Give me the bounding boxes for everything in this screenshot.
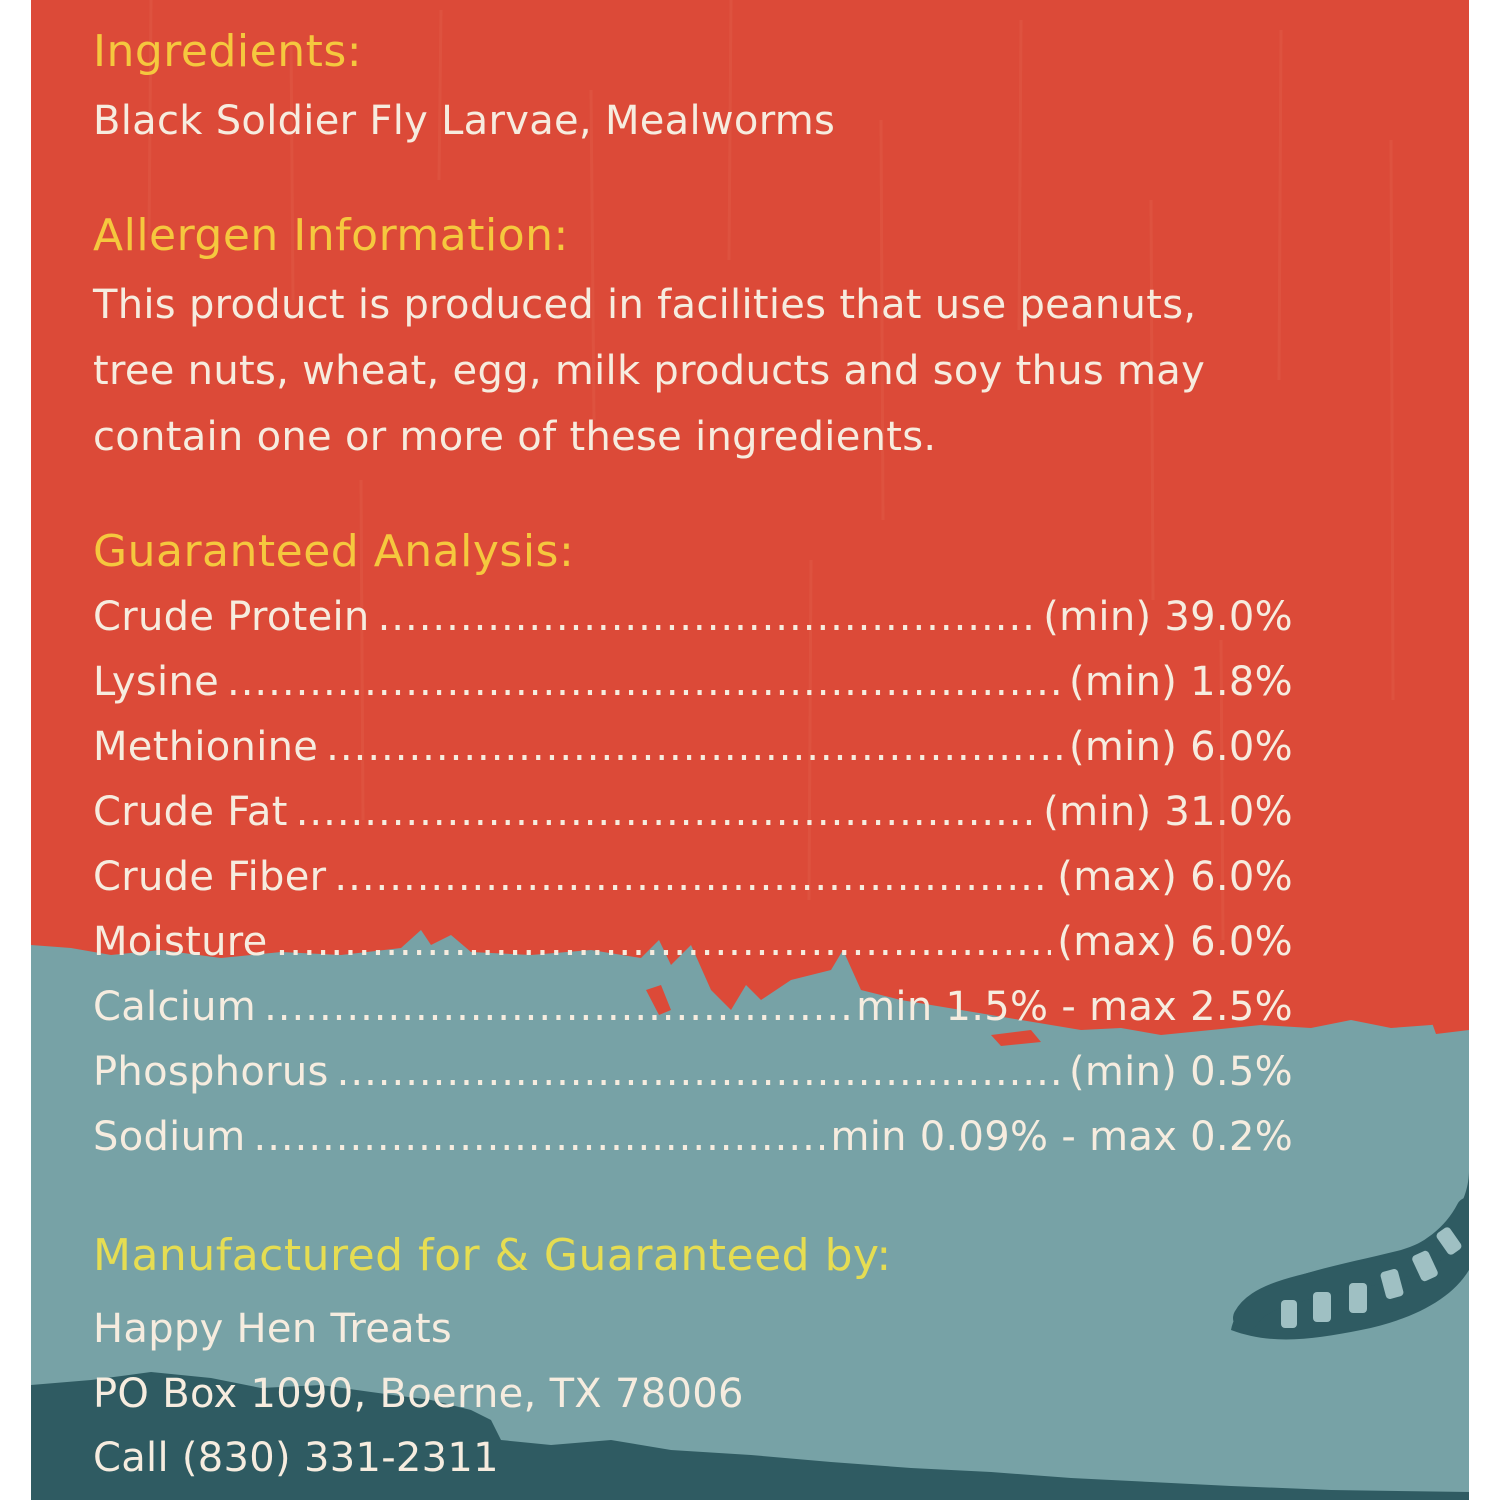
analysis-row (93, 724, 1293, 788)
manufacturer-name: Happy Hen Treats (93, 1306, 453, 1352)
dot-leader (264, 984, 850, 1030)
nutrient-value: (max) 6.0% (1057, 919, 1293, 965)
analysis-row (93, 659, 1293, 723)
nutrient-label: Crude Fat (93, 789, 288, 835)
allergen-line: tree nuts, wheat, egg, milk products and soy thus may (93, 348, 1206, 394)
nutrient-value: (min) 39.0% (1043, 594, 1293, 640)
nutrient-value: (min) 0.5% (1069, 1049, 1293, 1095)
analysis-row (93, 1049, 1293, 1113)
analysis-row (93, 919, 1293, 983)
nutrient-value: (min) 6.0% (1069, 724, 1293, 770)
red-speck (1431, 1010, 1469, 1034)
nutrient-label: Moisture (93, 919, 268, 965)
allergen-line: contain one or more of these ingredients. (93, 414, 937, 460)
manufacturer-heading: Manufactured for & Guaranteed by: (93, 1230, 892, 1281)
nutrient-label: Crude Protein (93, 594, 370, 640)
nutrient-label: Calcium (93, 984, 257, 1030)
allergen-heading: Allergen Information: (93, 210, 569, 261)
analysis-row (93, 854, 1293, 918)
nutrient-value: (min) 31.0% (1043, 789, 1293, 835)
nutrient-value: (min) 1.8% (1069, 659, 1293, 705)
dot-leader (276, 919, 1052, 965)
dot-leader (378, 594, 1038, 640)
analysis-row (93, 984, 1293, 1048)
nutrient-value: (max) 6.0% (1057, 854, 1293, 900)
dot-leader (227, 659, 1063, 705)
analysis-row (93, 789, 1293, 853)
analysis-row (93, 594, 1293, 658)
nutrient-label: Methionine (93, 724, 319, 770)
allergen-line: This product is produced in facilities that use peanuts, (93, 282, 1197, 328)
manufacturer-phone: Call (830) 331-2311 (93, 1435, 499, 1481)
manufacturer-address: PO Box 1090, Boerne, TX 78006 (93, 1371, 744, 1417)
nutrient-value: min 0.09% - max 0.2% (830, 1114, 1293, 1160)
ingredients-text: Black Soldier Fly Larvae, Mealworms (93, 98, 836, 144)
ingredients-heading: Ingredients: (93, 26, 363, 77)
dot-leader (326, 724, 1063, 770)
analysis-row (93, 1114, 1293, 1178)
dot-leader (296, 789, 1038, 835)
nutrient-label: Phosphorus (93, 1049, 329, 1095)
dot-leader (334, 854, 1051, 900)
nutrient-label: Sodium (93, 1114, 246, 1160)
nutrient-value: min 1.5% - max 2.5% (856, 984, 1293, 1030)
label-panel (31, 0, 1469, 1500)
nutrient-label: Crude Fiber (93, 854, 327, 900)
nutrient-label: Lysine (93, 659, 219, 705)
analysis-heading: Guaranteed Analysis: (93, 526, 575, 577)
dot-leader (337, 1049, 1063, 1095)
dot-leader (253, 1114, 824, 1160)
